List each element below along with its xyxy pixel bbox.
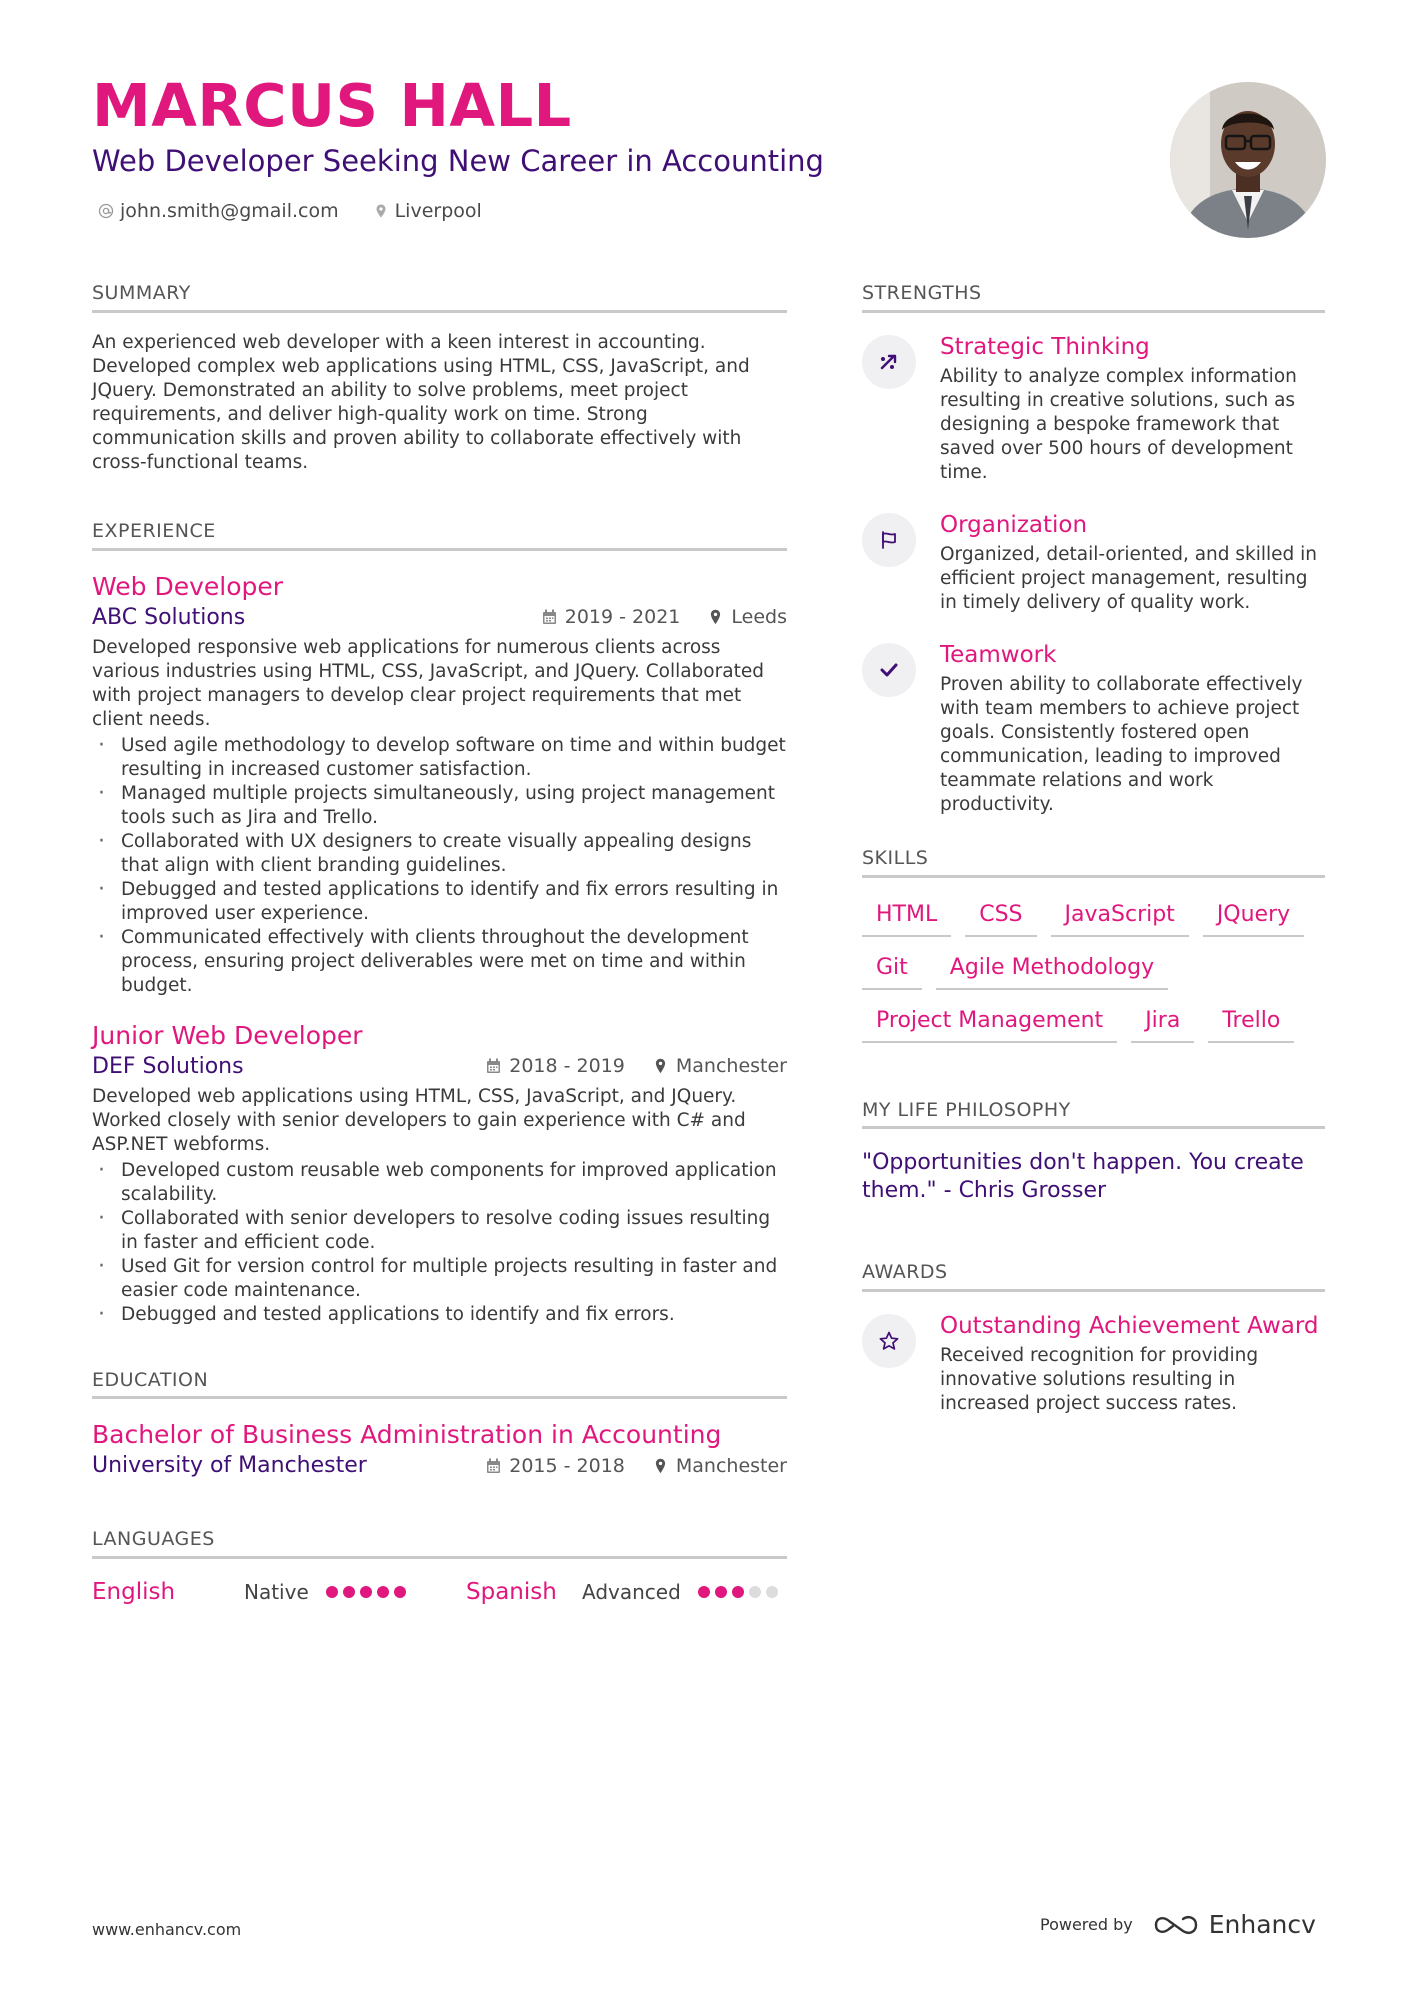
skill-tag: Agile Methodology	[936, 951, 1168, 990]
philosophy-title: MY LIFE PHILOSOPHY	[862, 1099, 1325, 1130]
skills-section	[862, 847, 1325, 1043]
location-pin-icon	[653, 1458, 668, 1474]
email-text: john.smith@gmail.com	[120, 200, 339, 222]
job-title: Web Developer	[92, 571, 284, 601]
rating-dot-filled	[698, 1586, 710, 1598]
achievement-list	[92, 1159, 787, 1327]
company-name: DEF Solutions	[92, 1053, 244, 1079]
language-list	[92, 1579, 787, 1605]
skill-tag: JQuery	[1203, 898, 1304, 937]
job-location: Manchester	[653, 1055, 787, 1077]
language-level: Native	[244, 1580, 309, 1605]
strength-title: Strategic Thinking	[940, 333, 1150, 360]
languages-section	[92, 1528, 787, 1605]
education-section	[92, 1369, 787, 1479]
education-title: EDUCATION	[92, 1369, 787, 1400]
list-item: · Used Git for version control for multiple projects resulting in faster and easier code maintenance.	[92, 1255, 787, 1303]
at-icon	[98, 203, 114, 219]
list-item: · Communicated effectively with clients throughout the development process, ensuring project deliverables were met on time and within budget.	[92, 926, 787, 998]
language-rating	[326, 1586, 406, 1598]
strength-title: Organization	[940, 511, 1088, 538]
job-dates: 2019 - 2021	[542, 606, 681, 628]
contact-info	[98, 200, 482, 222]
education-dates: 2015 - 2018	[486, 1455, 625, 1477]
footer-branding	[1040, 1910, 1316, 1939]
job-dates: 2018 - 2019	[486, 1055, 625, 1077]
calendar-icon	[486, 1458, 501, 1474]
skill-tag: HTML	[862, 898, 951, 937]
candidate-name: MARCUS HALL	[92, 71, 572, 140]
contact-email[interactable]	[98, 200, 339, 222]
summary-section	[92, 282, 787, 475]
rating-dot-filled	[394, 1586, 406, 1598]
rating-dot-filled	[715, 1586, 727, 1598]
skill-tag: Project Management	[862, 1004, 1117, 1043]
degree-title: Bachelor of Business Administration in Accounting	[92, 1420, 722, 1450]
philosophy-section	[862, 1099, 1325, 1206]
award-title: Outstanding Achievement Award	[940, 1313, 1319, 1340]
school-name: University of Manchester	[92, 1453, 367, 1479]
language-item	[466, 1579, 778, 1605]
summary-title: SUMMARY	[92, 282, 787, 313]
experience-section	[92, 520, 787, 1327]
rating-dot-filled	[326, 1586, 338, 1598]
list-item: · Managed multiple projects simultaneously, using project management tools such as Jira and Trello.	[92, 782, 787, 830]
skill-tag: Git	[862, 951, 922, 990]
list-item: · Debugged and tested applications to identify and fix errors.	[92, 1303, 787, 1327]
strength-text: Ability to analyze complex information resulting in creative solutions, such as designing a bespoke framework that saved over 500 hours of development time.	[940, 365, 1297, 483]
awards-title: AWARDS	[862, 1261, 1325, 1292]
contact-location	[373, 200, 482, 222]
strengths-title: STRENGTHS	[862, 282, 1325, 313]
list-item: · Collaborated with UX designers to create visually appealing designs that align with client branding guidelines.	[92, 830, 787, 878]
location-pin-icon	[373, 203, 389, 219]
rating-dot-empty	[749, 1586, 761, 1598]
location-pin-icon	[653, 1058, 668, 1074]
job-description: Developed responsive web applications for numerous clients across various industries using HTML, CSS, JavaScript, and JQuery. Collaborated with project managers to develop clear project requirements that met client needs.	[92, 636, 764, 730]
checkmark-icon	[878, 659, 900, 681]
award-text: Received recognition for providing innovative solutions resulting in increased project success rates.	[940, 1345, 1259, 1415]
strength-item	[862, 511, 1325, 615]
footer-website[interactable]: www.enhancv.com	[92, 1920, 242, 1939]
flag-icon	[878, 529, 900, 551]
location-pin-icon	[708, 609, 723, 625]
language-level: Advanced	[582, 1580, 681, 1605]
powered-by-text: Powered by	[1040, 1915, 1133, 1934]
strategy-icon	[878, 351, 900, 373]
star-icon	[878, 1330, 900, 1352]
skill-tag: Jira	[1131, 1004, 1194, 1043]
rating-dot-filled	[732, 1586, 744, 1598]
skill-tag: Trello	[1208, 1004, 1294, 1043]
brand-name: Enhancv	[1208, 1910, 1316, 1939]
list-item: · Debugged and tested applications to identify and fix errors resulting in improved user experience.	[92, 878, 787, 926]
strength-text: Proven ability to collaborate effectively with team members to achieve project goals. Consistently fostered open communication, leading to improved teammate relations and work productivity.	[940, 673, 1303, 815]
language-name: Spanish	[466, 1579, 557, 1606]
skills-list	[862, 898, 1325, 1043]
experience-item	[92, 571, 787, 998]
location-text: Liverpool	[394, 200, 482, 222]
summary-text: An experienced web developer with a keen interest in accounting. Developed complex web applications using HTML, CSS, JavaScript, and JQuery. Demonstrated an ability to solve problems, meet project requirements, and deliver high-quality work on time. Strong communication skills and proven ability to collaborate effectively with cross-functional teams.	[92, 331, 750, 473]
award-item	[862, 1312, 1325, 1416]
list-item: · Used agile methodology to develop software on time and within budget resulting in increased customer satisfaction.	[92, 734, 787, 782]
strength-title: Teamwork	[940, 641, 1057, 668]
headline: Web Developer Seeking New Career in Accounting	[92, 144, 824, 178]
languages-title: LANGUAGES	[92, 1528, 787, 1559]
company-name: ABC Solutions	[92, 604, 246, 630]
job-title: Junior Web Developer	[92, 1020, 363, 1050]
skill-tag: JavaScript	[1051, 898, 1189, 937]
philosophy-quote: "Opportunities don't happen. You create them." - Chris Grosser	[862, 1150, 1304, 1204]
calendar-icon	[542, 609, 557, 625]
job-description: Developed web applications using HTML, CSS, JavaScript, and JQuery. Worked closely with senior developers to gain experience with C# and ASP.NET webforms.	[92, 1085, 746, 1155]
language-item	[92, 1579, 412, 1605]
list-item: · Collaborated with senior developers to resolve coding issues resulting in faster and efficient code.	[92, 1207, 787, 1255]
rating-dot-filled	[377, 1586, 389, 1598]
left-column	[92, 282, 787, 1605]
awards-section	[862, 1261, 1325, 1416]
strengths-section	[862, 282, 1325, 817]
portrait-image	[1170, 82, 1326, 238]
rating-dot-filled	[343, 1586, 355, 1598]
rating-dot-filled	[360, 1586, 372, 1598]
language-rating	[698, 1586, 778, 1598]
job-location: Leeds	[708, 606, 787, 628]
rating-dot-empty	[766, 1586, 778, 1598]
language-name: English	[92, 1579, 176, 1606]
enhancv-logo-icon	[1153, 1913, 1199, 1937]
calendar-icon	[486, 1058, 501, 1074]
strength-item	[862, 333, 1325, 485]
brand-logo[interactable]	[1153, 1910, 1316, 1939]
experience-item	[92, 1020, 787, 1327]
education-location: Manchester	[653, 1455, 787, 1477]
profile-photo	[1170, 82, 1326, 238]
skills-title: SKILLS	[862, 847, 1325, 878]
skill-tag: CSS	[965, 898, 1036, 937]
experience-title: EXPERIENCE	[92, 520, 787, 551]
list-item: · Developed custom reusable web components for improved application scalability.	[92, 1159, 787, 1207]
achievement-list	[92, 734, 787, 998]
strength-text: Organized, detail-oriented, and skilled in efficient project management, resulting in timely delivery of quality work.	[940, 543, 1318, 613]
right-column	[862, 282, 1325, 1442]
strength-item	[862, 641, 1325, 817]
